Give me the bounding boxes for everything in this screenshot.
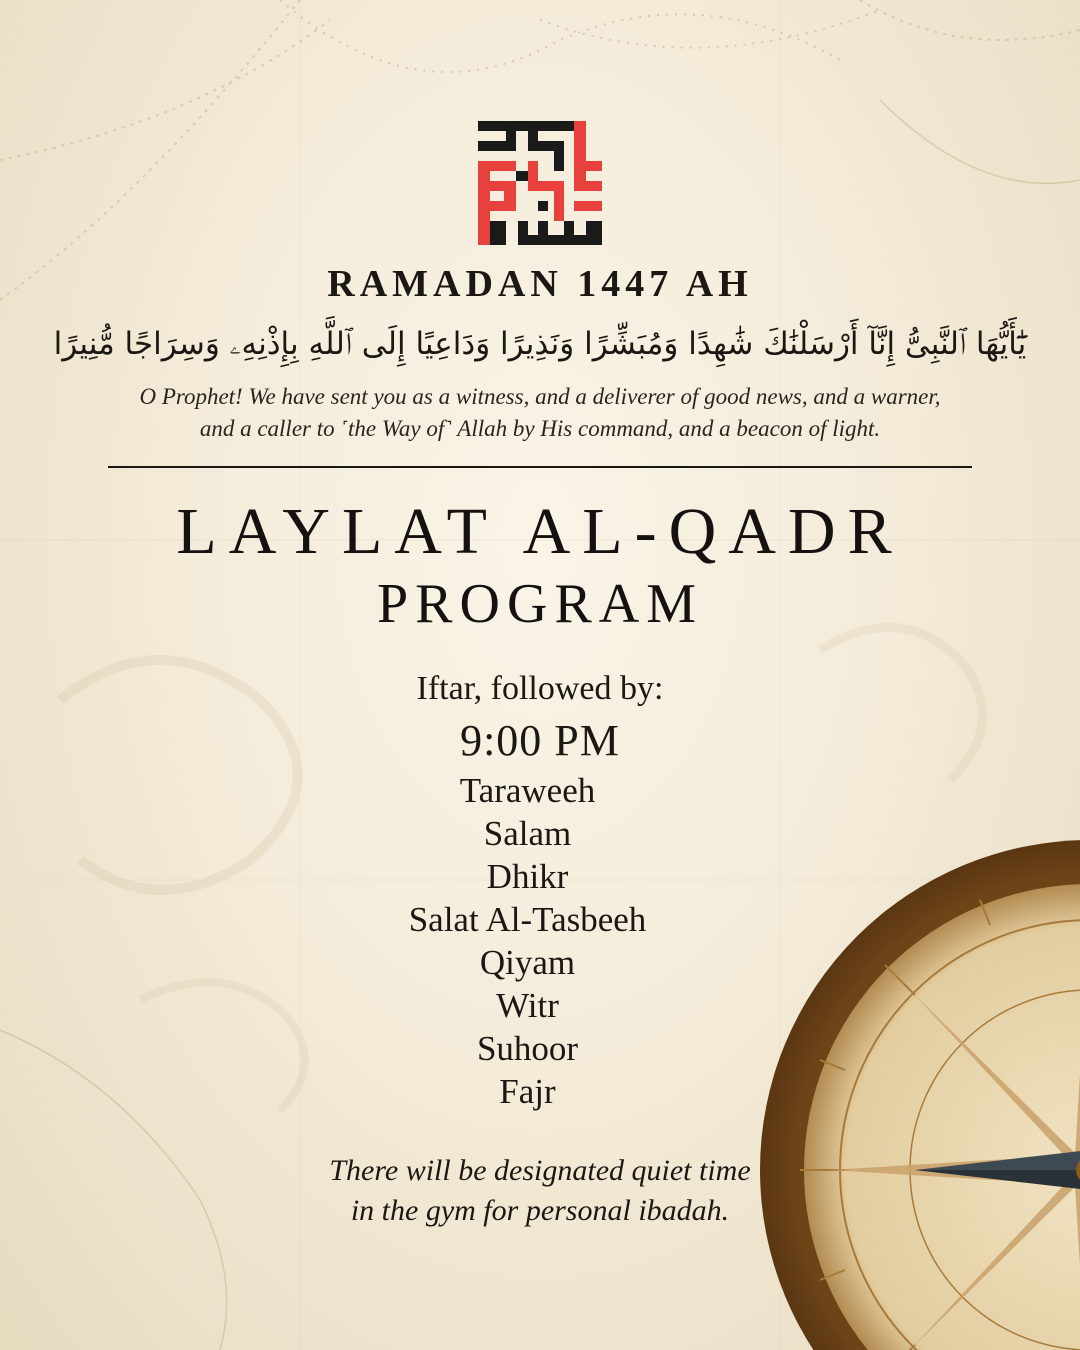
event-subtitle: PROGRAM xyxy=(377,573,703,635)
schedule-item-salam: Salam xyxy=(483,814,572,853)
schedule-item-witr: Witr xyxy=(496,986,559,1025)
translation-line-1: O Prophet! We have sent you as a witness, and a deliverer of good news, and a warner, xyxy=(139,384,941,409)
quiet-time-note: There will be designated quiet time in the gym for personal ibadah. xyxy=(329,1154,751,1227)
compass-illustration xyxy=(760,810,1080,1350)
schedule-item-fajr: Fajr xyxy=(499,1072,556,1111)
quran-verse-arabic: يَٰٓأَيُّهَا ٱلنَّبِىُّ إِنَّآ أَرْسَلْنَٰكَ شَٰهِدًا وَمُبَشِّرًا وَنَذِيرًا وَدَاعِيًا إِلَى ٱللَّهِ بِإِذْنِهِۦ وَسِرَاجًا مُّنِيرًا xyxy=(53,326,1027,362)
compass-body xyxy=(760,840,1080,1350)
start-time: 9:00 PM xyxy=(460,716,620,765)
schedule-item-salat-al-tasbeeh: Salat Al-Tasbeeh xyxy=(408,900,647,939)
translation-line-2: and a caller to ˹the Way of˺ Allah by His command, and a beacon of light. xyxy=(199,416,881,441)
verse-translation xyxy=(0,381,1080,445)
kufic-square-logo xyxy=(478,121,602,245)
horizontal-divider xyxy=(108,466,972,468)
iftar-intro: Iftar, followed by: xyxy=(416,670,664,707)
schedule-item-qiyam: Qiyam xyxy=(479,943,576,982)
schedule-item-taraweeh: Taraweeh xyxy=(459,771,596,810)
schedule-item-suhoor: Suhoor xyxy=(476,1029,579,1068)
schedule-item-dhikr: Dhikr xyxy=(486,857,569,896)
event-title: LAYLAT AL-QADR xyxy=(176,495,904,568)
ramadan-heading: RAMADAN 1447 AH xyxy=(327,263,753,305)
